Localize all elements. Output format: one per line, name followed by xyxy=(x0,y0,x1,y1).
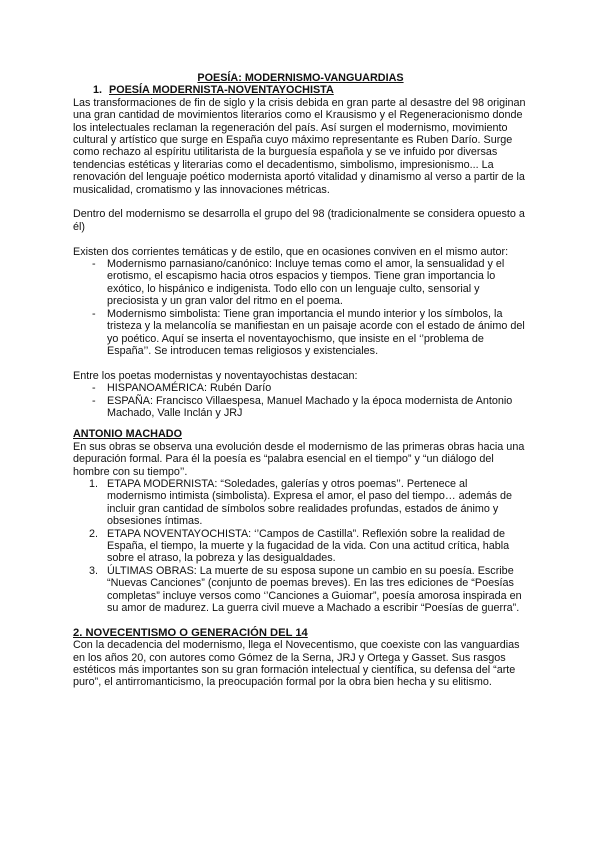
currents-intro: Existen dos corrientes temáticas y de estilo, que en ocasiones conviven en el mismo autor: xyxy=(73,245,509,258)
stage-number: 1. xyxy=(89,477,99,490)
list-item xyxy=(73,308,528,358)
spacer xyxy=(73,419,528,428)
dash-marker: - xyxy=(92,307,96,320)
machado-stages-list xyxy=(73,478,528,614)
stage-noventayochista: ETAPA NOVENTAYOCHISTA: ‘’Campos de Castilla”. Reflexión sobre la realidad de España, el tiempo, la muerte y la fugacidad de la vida. Con una actitud crítica, habla sobre el atraso, la pobreza y las desigualdades. xyxy=(107,527,510,565)
section-2-heading: 2. NOVECENTISMO O GENERACIÓN DEL 14 xyxy=(73,626,308,639)
list-item xyxy=(73,395,528,420)
poets-intro: Entre los poetas modernistas y noventayochistas destacan: xyxy=(73,369,358,382)
stage-ultimas-obras: ÚLTIMAS OBRAS: La muerte de su esposa supone un cambio en su poesía. Escribe “Nuevas Canciones” (conjunto de poemas breves). En las tres ediciones de “Poesías completas” incluye versos como ‘’Canciones a Guiomar”, poesía amorosa inspirada en su amor de madurez. La guerra civil mueve a Machado a escribir “Poesías de guerra”. xyxy=(107,564,522,615)
poets-espana: ESPAÑA: Francisco Villaespesa, Manuel Machado y la época modernista de Antonio Machado, Valle Inclán y JRJ xyxy=(107,394,513,419)
section-1-intro-paragraph: Las transformaciones de fin de siglo y la crisis debida en gran parte al desastre del 98 originan una gran cantidad de movimientos literarios como el Krausismo y el Regeneracionismo donde los intelectuales reclaman la regeneración del país. Así surgen el modernismo, movimiento cultural y artístico que surge en España cuyo máximo representante es Ruben Darío. Surge como rechazo al espíritu utilitarista de la burguesía española y se ve infuido por diversas tendencias estéticas y literarias como el decadentismo, simbolismo, impresionismo... La renovación del lenguaje poético modernista aportó vitalidad y dinamismo al verso a partir de la musicalidad, cromatismo y las innovaciones métricas. xyxy=(73,96,526,196)
generation-98-paragraph: Dentro del modernismo se desarrolla el grupo del 98 (tradicionalmente se considera opuesto a él) xyxy=(73,208,525,233)
poets-hispanoamerica: HISPANOAMÉRICA: Rubén Darío xyxy=(107,382,272,395)
machado-heading: ANTONIO MACHADO xyxy=(73,428,182,441)
spacer xyxy=(73,614,528,626)
current-simbolista: Modernismo simbolista: Tiene gran importancia el mundo interior y los símbolos, la tristeza y la melancolía se manifiestan en un paisaje acorde con el estado de ánimo del yo poético. Aquí se inserta el noventayochismo, que insiste en el ‘’problema de España’’. Se introducen temas religiosos y existenciales. xyxy=(107,307,525,357)
list-item xyxy=(73,528,528,565)
spacer xyxy=(73,196,528,208)
dash-marker: - xyxy=(92,382,96,395)
list-item xyxy=(73,478,528,528)
spacer xyxy=(73,357,528,369)
list-item xyxy=(73,382,528,394)
stage-number: 3. xyxy=(89,564,99,577)
list-item xyxy=(73,258,528,308)
poets-list xyxy=(73,382,528,419)
list-item xyxy=(73,565,528,615)
section-2-paragraph: Con la decadencia del modernismo, llega el Novecentismo, que coexiste con las vanguardias en los años 20, con autores como Gómez de la Serna, JRJ y Ortega y Gasset. Sus rasgos estéticos más importantes son su gran formación intelectual y científica, su defensa del “arte puro”, el antirromanticismo, la preocupación formal por la obra bien hecha y su elitismo. xyxy=(73,639,520,689)
stage-modernista: ETAPA MODERNISTA: “Soledades, galerías y otros poemas’’. Pertenece al modernismo intimista (simbolista). Expresa el amor, el paso del tiempo… además de incluir gran cantidad de símbolos sobre realidades profundas, estados de ánimo y obsesiones íntimas. xyxy=(107,477,513,528)
section-1-heading xyxy=(93,84,528,96)
section-1-number: 1. xyxy=(93,84,103,97)
current-parnasiano: Modernismo parnasiano/canónico: Incluye temas como el amor, la sensualidad y el erotismo, el escapismo hacia otros espacios y tiempos. Tiene gran importancia lo exótico, lo hispánico e indigenista. Todo ello con un lenguaje culto, sensorial y preciosista y un gran valor del ritmo en el poema. xyxy=(107,258,505,308)
section-1-heading-text: POESÍA MODERNISTA-NOVENTAYOCHISTA xyxy=(109,84,334,97)
machado-intro: En sus obras se observa una evolución desde el modernismo de las primeras obras hacia una depuración formal. Para él la poesía es “palabra esencial en el tiempo” y “un diálogo del hombre con su tiempo’’. xyxy=(73,440,525,478)
dash-marker: - xyxy=(92,394,96,407)
currents-list xyxy=(73,258,528,357)
spacer xyxy=(73,233,528,245)
document-title: POESÍA: MODERNISMO-VANGUARDIAS xyxy=(197,72,404,84)
dash-marker: - xyxy=(92,258,96,271)
stage-number: 2. xyxy=(89,527,99,540)
